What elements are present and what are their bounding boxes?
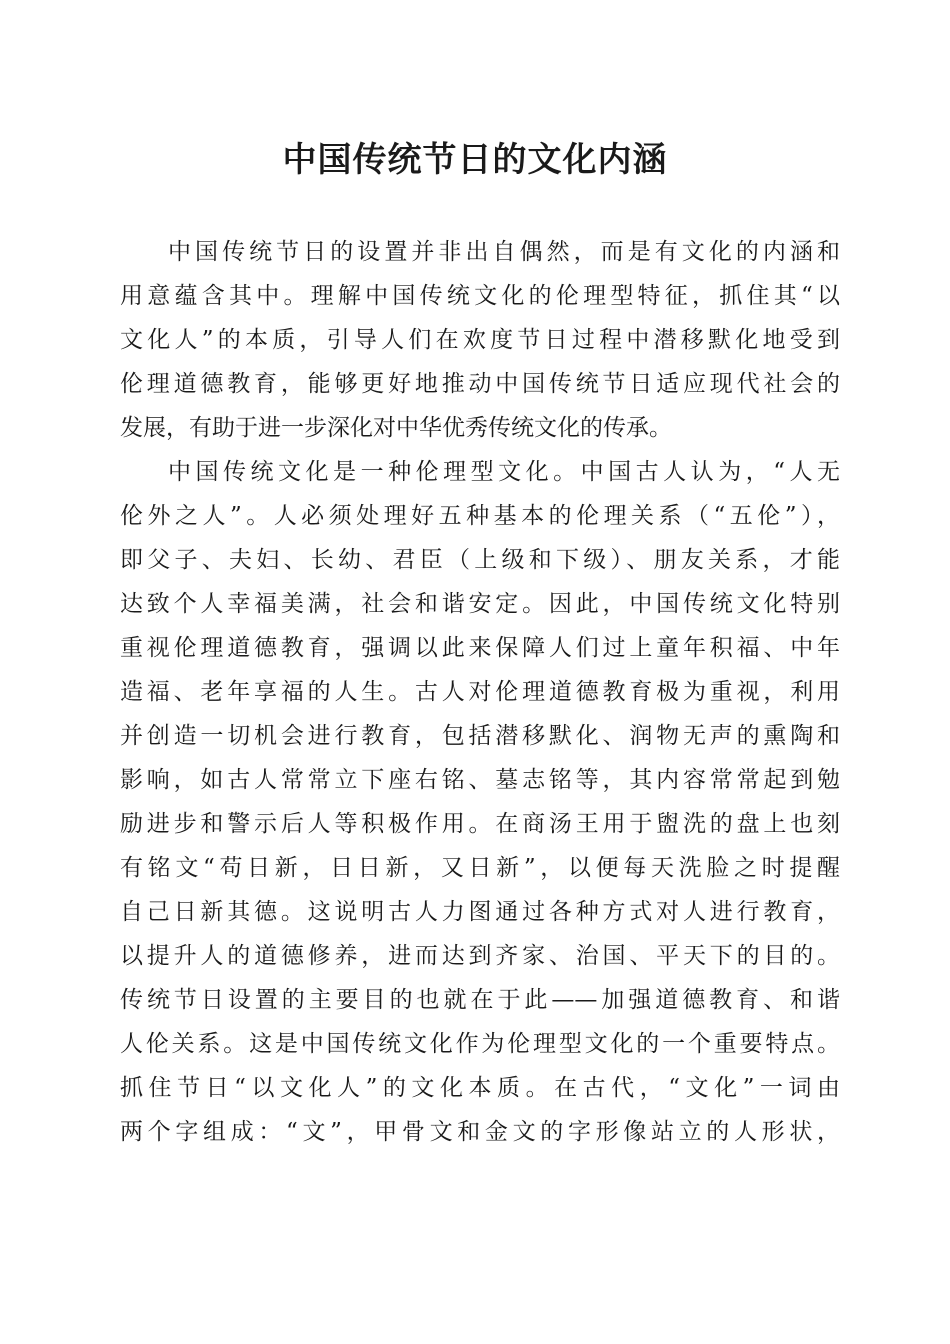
- text-line: 励进步和警示后人等积极作用。在商汤王用于盥洗的盘上也刻: [120, 811, 840, 837]
- text-line: 中国传统文化是一种伦理型文化。中国古人认为，“人无: [168, 459, 840, 485]
- document-title: 中国传统节日的文化内涵: [282, 140, 668, 180]
- text-line: 重视伦理道德教育，强调以此来保障人们过上童年积福、中年: [120, 635, 840, 661]
- text-line: 发展，有助于进一步深化对中华优秀传统文化的传承。: [120, 415, 672, 441]
- text-line: 文化人”的本质，引导人们在欢度节日过程中潜移默化地受到: [120, 327, 840, 353]
- text-line: 自己日新其德。这说明古人力图通过各种方式对人进行教育，: [120, 899, 840, 925]
- text-line: 达致个人幸福美满，社会和谐安定。因此，中国传统文化特别: [120, 591, 840, 617]
- document-body: [120, 230, 840, 1154]
- text-line: 中国传统节日的设置并非出自偶然，而是有文化的内涵和: [168, 239, 840, 265]
- text-line: 并创造一切机会进行教育，包括潜移默化、润物无声的熏陶和: [120, 723, 840, 749]
- text-line: 即父子、夫妇、长幼、君臣（上级和下级）、朋友关系，才能: [120, 547, 840, 573]
- text-line: 用意蕴含其中。理解中国传统文化的伦理型特征，抓住其“以: [120, 283, 840, 309]
- text-line: 影响，如古人常常立下座右铭、墓志铭等，其内容常常起到勉: [120, 767, 840, 793]
- text-line: 造福、老年享福的人生。古人对伦理道德教育极为重视，利用: [120, 679, 840, 705]
- text-line: 有铭文“苟日新，日日新，又日新”，以便每天洗脸之时提醒: [120, 855, 840, 881]
- text-line: 两个字组成：“文”，甲骨文和金文的字形像站立的人形状，: [120, 1119, 840, 1145]
- text-line: 人伦关系。这是中国传统文化作为伦理型文化的一个重要特点。: [120, 1031, 840, 1057]
- text-line: 伦外之人”。人必须处理好五种基本的伦理关系（“五伦”），: [120, 503, 840, 529]
- text-line: 抓住节日“以文化人”的文化本质。在古代，“文化”一词由: [120, 1075, 840, 1101]
- text-line: 以提升人的道德修养，进而达到齐家、治国、平天下的目的。: [120, 943, 840, 969]
- text-line: 传统节日设置的主要目的也就在于此——加强道德教育、和谐: [120, 987, 840, 1013]
- text-line: 伦理道德教育，能够更好地推动中国传统节日适应现代社会的: [120, 371, 840, 397]
